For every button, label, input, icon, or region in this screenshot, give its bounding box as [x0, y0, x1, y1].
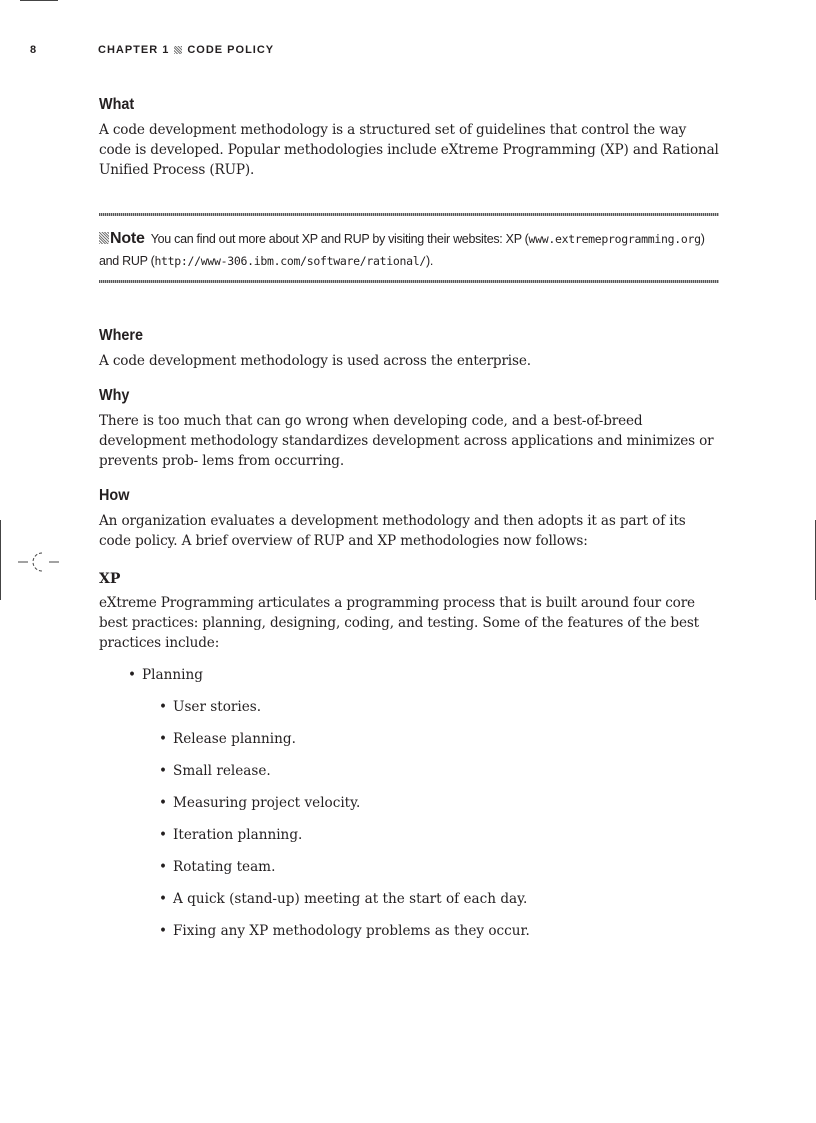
list-item: • Fixing any XP methodology problems as they occur.	[142, 921, 719, 941]
list-item: • Release planning.	[142, 729, 719, 749]
note-marker-icon	[99, 232, 109, 244]
note-rule-top	[99, 213, 719, 216]
planning-sublist	[142, 697, 719, 941]
list-item: • A quick (stand-up) meeting at the start of each day.	[142, 889, 719, 909]
list-item: • User stories.	[142, 697, 719, 717]
section-xp	[99, 571, 719, 941]
xp-practices-list	[99, 665, 719, 941]
section-what	[99, 96, 719, 180]
section-why	[99, 387, 719, 471]
paragraph-xp: eXtreme Programming articulates a programming process that is built around four core best practices: planning, designing, coding, and testing. Some of the features of the best practices include:	[99, 595, 699, 651]
section-how	[99, 487, 719, 551]
note-text	[99, 228, 719, 272]
note-text-middle: ) and RUP (	[99, 232, 705, 268]
chapter-name: CODE POLICY	[187, 44, 275, 56]
list-item-label: Planning	[142, 667, 203, 683]
note-url-xp: www.extremeprogramming.org	[528, 232, 701, 246]
registration-mark-icon	[18, 549, 60, 575]
paragraph-why: There is too much that can go wrong when developing code, and a best-of-breed development methodology standardizes development across applications and minimizes or prevents prob- lems from occurring.	[99, 413, 714, 469]
paragraph-what: A code development methodology is a structured set of guidelines that control the way code is developed. Popular methodologies include eXtreme Programming (XP) and Rational Unified Process (RUP).	[99, 122, 719, 178]
heading-what: What	[99, 96, 135, 113]
chapter-label: CHAPTER 1	[98, 44, 170, 56]
chapter-title	[98, 44, 274, 56]
note-label: Note	[110, 230, 145, 247]
heading-where: Where	[99, 327, 144, 344]
paragraph-how: An organization evaluates a development methodology and then adopts it as part of its code policy. A brief overview of RUP and XP methodologies now follows:	[99, 513, 686, 549]
paragraph-where: A code development methodology is used across the enterprise.	[99, 353, 531, 369]
note-text-after: ).	[426, 254, 434, 268]
list-item: • Measuring project velocity.	[142, 793, 719, 813]
section-where	[99, 327, 719, 371]
heading-how: How	[99, 487, 130, 504]
page-content	[99, 96, 719, 953]
list-item: • Rotating team.	[142, 857, 719, 877]
list-item-planning	[99, 665, 719, 941]
heading-why: Why	[99, 387, 130, 404]
note-box	[99, 213, 719, 283]
note-text-before: You can find out more about XP and RUP by visiting their websites: XP (	[150, 232, 529, 246]
list-item: • Small release.	[142, 761, 719, 781]
note-url-rup: http://www-306.ibm.com/software/rational/	[154, 254, 427, 268]
separator-icon	[174, 46, 182, 54]
list-item: • Iteration planning.	[142, 825, 719, 845]
note-rule-bottom	[99, 280, 719, 283]
heading-xp: XP	[99, 571, 121, 587]
crop-mark-top	[20, 0, 58, 1]
crop-mark-left	[0, 520, 1, 600]
page-number: 8	[30, 44, 38, 56]
